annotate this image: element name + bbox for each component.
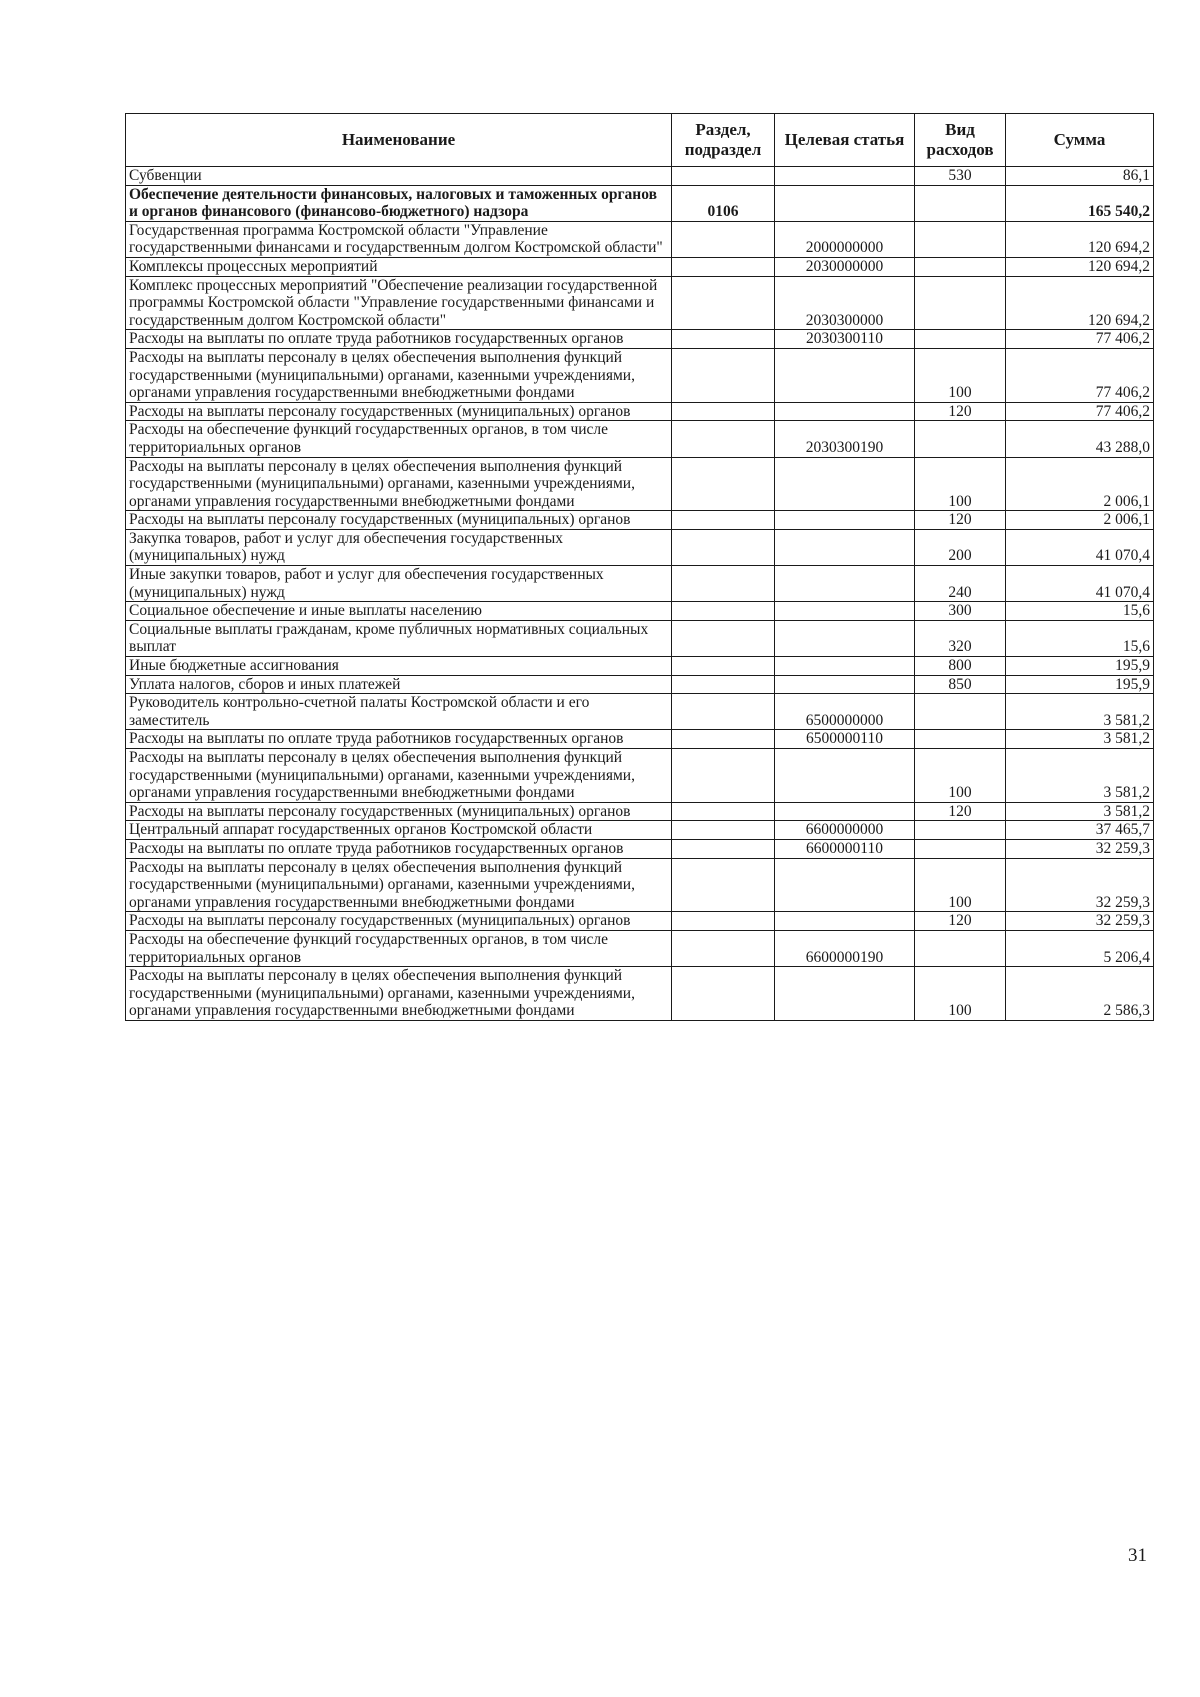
row-sum-cell: 41 070,4 [1006, 529, 1154, 565]
row-kind-cell [915, 221, 1006, 257]
row-kind-cell [915, 730, 1006, 749]
header-sum: Сумма [1006, 114, 1154, 167]
row-section-cell [672, 330, 775, 349]
row-sum-cell: 43 288,0 [1006, 421, 1154, 457]
table-row [126, 529, 1154, 565]
row-section-cell [672, 257, 775, 276]
row-sum-cell: 41 070,4 [1006, 566, 1154, 602]
row-kind-cell [915, 330, 1006, 349]
row-target-cell [775, 967, 915, 1021]
row-target-cell [775, 185, 915, 221]
table-row [126, 620, 1154, 656]
row-name-cell: Расходы на выплаты персоналу в целях обеспечения выполнения функций государственными (муниципальными) органами, казенными учреждениями, органами управления государственными внебюджетными фондами [126, 348, 672, 402]
row-section-cell [672, 930, 775, 966]
row-name-cell: Расходы на выплаты персоналу в целях обеспечения выполнения функций государственными (муниципальными) органами, казенными учреждениями, органами управления государственными внебюджетными фондами [126, 858, 672, 912]
row-section-cell [672, 858, 775, 912]
row-kind-cell [915, 839, 1006, 858]
table-row [126, 839, 1154, 858]
row-target-cell: 2030300000 [775, 276, 915, 330]
row-sum-cell: 2 586,3 [1006, 967, 1154, 1021]
table-row [126, 802, 1154, 821]
row-target-cell: 6600000000 [775, 821, 915, 840]
row-target-cell [775, 457, 915, 511]
row-section-cell [672, 657, 775, 676]
header-kind: Вид расходов [915, 114, 1006, 167]
row-target-cell: 2000000000 [775, 221, 915, 257]
row-sum-cell: 32 259,3 [1006, 839, 1154, 858]
row-kind-cell [915, 421, 1006, 457]
row-sum-cell: 37 465,7 [1006, 821, 1154, 840]
row-sum-cell: 15,6 [1006, 602, 1154, 621]
row-kind-cell: 800 [915, 657, 1006, 676]
table-row [126, 276, 1154, 330]
row-section-cell [672, 421, 775, 457]
row-kind-cell: 120 [915, 402, 1006, 421]
row-sum-cell: 32 259,3 [1006, 858, 1154, 912]
table-row [126, 602, 1154, 621]
row-target-cell [775, 529, 915, 565]
row-kind-cell: 120 [915, 802, 1006, 821]
row-name-cell: Комплекс процессных мероприятий "Обеспечение реализации государственной программы Костромской области "Управление государственными финансами и государственным долгом Костромской области" [126, 276, 672, 330]
table-row [126, 511, 1154, 530]
table-row [126, 749, 1154, 803]
row-target-cell [775, 657, 915, 676]
row-kind-cell [915, 930, 1006, 966]
row-target-cell [775, 802, 915, 821]
header-name: Наименование [126, 114, 672, 167]
row-target-cell [775, 167, 915, 186]
row-section-cell [672, 730, 775, 749]
row-target-cell: 6500000110 [775, 730, 915, 749]
row-sum-cell: 3 581,2 [1006, 749, 1154, 803]
row-sum-cell: 3 581,2 [1006, 730, 1154, 749]
row-name-cell: Расходы на выплаты персоналу государственных (муниципальных) органов [126, 802, 672, 821]
row-target-cell [775, 511, 915, 530]
row-name-cell: Расходы на выплаты персоналу государственных (муниципальных) органов [126, 402, 672, 421]
header-section: Раздел, подраздел [672, 114, 775, 167]
row-kind-cell [915, 694, 1006, 730]
table-row [126, 421, 1154, 457]
table-body [126, 167, 1154, 1021]
row-section-cell [672, 675, 775, 694]
row-section-cell [672, 602, 775, 621]
table-row [126, 967, 1154, 1021]
row-kind-cell: 100 [915, 749, 1006, 803]
table-row [126, 730, 1154, 749]
row-target-cell [775, 675, 915, 694]
row-target-cell: 6600000190 [775, 930, 915, 966]
row-name-cell: Расходы на выплаты персоналу в целях обеспечения выполнения функций государственными (муниципальными) органами, казенными учреждениями, органами управления государственными внебюджетными фондами [126, 457, 672, 511]
table-row [126, 566, 1154, 602]
row-name-cell: Обеспечение деятельности финансовых, налоговых и таможенных органов и органов финансового (финансово-бюджетного) надзора [126, 185, 672, 221]
row-name-cell: Субвенции [126, 167, 672, 186]
table-row [126, 821, 1154, 840]
row-sum-cell: 86,1 [1006, 167, 1154, 186]
table-row [126, 167, 1154, 186]
row-section-cell [672, 967, 775, 1021]
row-name-cell: Руководитель контрольно-счетной палаты Костромской области и его заместитель [126, 694, 672, 730]
table-row [126, 657, 1154, 676]
row-sum-cell: 120 694,2 [1006, 276, 1154, 330]
row-kind-cell [915, 185, 1006, 221]
row-kind-cell: 100 [915, 348, 1006, 402]
row-target-cell [775, 566, 915, 602]
row-target-cell: 2030300110 [775, 330, 915, 349]
row-name-cell: Уплата налогов, сборов и иных платежей [126, 675, 672, 694]
row-name-cell: Центральный аппарат государственных органов Костромской области [126, 821, 672, 840]
page-number: 31 [1128, 1545, 1147, 1566]
row-kind-cell [915, 821, 1006, 840]
row-name-cell: Иные закупки товаров, работ и услуг для обеспечения государственных (муниципальных) нужд [126, 566, 672, 602]
table-header-row [126, 114, 1154, 167]
row-target-cell: 2030000000 [775, 257, 915, 276]
row-section-cell [672, 749, 775, 803]
table-row [126, 402, 1154, 421]
table-row [126, 858, 1154, 912]
row-sum-cell: 2 006,1 [1006, 511, 1154, 530]
table-row [126, 257, 1154, 276]
row-target-cell [775, 858, 915, 912]
row-kind-cell: 120 [915, 511, 1006, 530]
row-kind-cell: 850 [915, 675, 1006, 694]
row-name-cell: Расходы на выплаты по оплате труда работников государственных органов [126, 839, 672, 858]
row-name-cell: Расходы на обеспечение функций государственных органов, в том числе территориальных органов [126, 421, 672, 457]
row-section-cell [672, 620, 775, 656]
row-sum-cell: 77 406,2 [1006, 348, 1154, 402]
row-section-cell [672, 276, 775, 330]
table-row [126, 457, 1154, 511]
row-kind-cell: 100 [915, 967, 1006, 1021]
row-sum-cell: 32 259,3 [1006, 912, 1154, 931]
row-sum-cell: 15,6 [1006, 620, 1154, 656]
row-name-cell: Расходы на выплаты по оплате труда работников государственных органов [126, 730, 672, 749]
row-name-cell: Расходы на выплаты персоналу государственных (муниципальных) органов [126, 511, 672, 530]
row-name-cell: Расходы на выплаты персоналу в целях обеспечения выполнения функций государственными (муниципальными) органами, казенными учреждениями, органами управления государственными внебюджетными фондами [126, 967, 672, 1021]
row-section-cell [672, 167, 775, 186]
row-sum-cell: 77 406,2 [1006, 330, 1154, 349]
row-sum-cell: 5 206,4 [1006, 930, 1154, 966]
row-kind-cell: 300 [915, 602, 1006, 621]
row-sum-cell: 3 581,2 [1006, 802, 1154, 821]
row-kind-cell [915, 276, 1006, 330]
row-target-cell [775, 912, 915, 931]
row-kind-cell: 120 [915, 912, 1006, 931]
row-sum-cell: 195,9 [1006, 675, 1154, 694]
row-sum-cell: 77 406,2 [1006, 402, 1154, 421]
table-row [126, 348, 1154, 402]
row-section-cell [672, 802, 775, 821]
row-section-cell [672, 457, 775, 511]
row-name-cell: Расходы на выплаты персоналу государственных (муниципальных) органов [126, 912, 672, 931]
row-section-cell [672, 821, 775, 840]
row-sum-cell: 195,9 [1006, 657, 1154, 676]
table-row [126, 675, 1154, 694]
table-row [126, 221, 1154, 257]
row-name-cell: Социальные выплаты гражданам, кроме публичных нормативных социальных выплат [126, 620, 672, 656]
row-kind-cell: 100 [915, 858, 1006, 912]
row-name-cell: Государственная программа Костромской области "Управление государственными финансами и государственным долгом Костромской области" [126, 221, 672, 257]
row-kind-cell: 100 [915, 457, 1006, 511]
row-target-cell [775, 620, 915, 656]
row-kind-cell: 320 [915, 620, 1006, 656]
row-sum-cell: 2 006,1 [1006, 457, 1154, 511]
row-name-cell: Расходы на выплаты персоналу в целях обеспечения выполнения функций государственными (муниципальными) органами, казенными учреждениями, органами управления государственными внебюджетными фондами [126, 749, 672, 803]
row-target-cell [775, 602, 915, 621]
row-kind-cell: 200 [915, 529, 1006, 565]
header-target: Целевая статья [775, 114, 915, 167]
row-name-cell: Комплексы процессных мероприятий [126, 257, 672, 276]
row-target-cell [775, 402, 915, 421]
row-kind-cell [915, 257, 1006, 276]
row-target-cell: 6500000000 [775, 694, 915, 730]
table-row [126, 185, 1154, 221]
row-name-cell: Расходы на обеспечение функций государственных органов, в том числе территориальных органов [126, 930, 672, 966]
row-section-cell [672, 529, 775, 565]
table-row [126, 912, 1154, 931]
row-section-cell [672, 221, 775, 257]
row-name-cell: Социальное обеспечение и иные выплаты населению [126, 602, 672, 621]
row-kind-cell: 240 [915, 566, 1006, 602]
row-section-cell [672, 566, 775, 602]
row-sum-cell: 165 540,2 [1006, 185, 1154, 221]
row-sum-cell: 3 581,2 [1006, 694, 1154, 730]
row-target-cell [775, 749, 915, 803]
row-target-cell: 2030300190 [775, 421, 915, 457]
row-section-cell [672, 348, 775, 402]
table-row [126, 330, 1154, 349]
row-sum-cell: 120 694,2 [1006, 257, 1154, 276]
row-name-cell: Расходы на выплаты по оплате труда работников государственных органов [126, 330, 672, 349]
row-section-cell [672, 511, 775, 530]
row-section-cell [672, 912, 775, 931]
table-row [126, 694, 1154, 730]
row-target-cell: 6600000110 [775, 839, 915, 858]
row-section-cell [672, 839, 775, 858]
row-name-cell: Иные бюджетные ассигнования [126, 657, 672, 676]
budget-table [125, 113, 1154, 1021]
row-section-cell [672, 694, 775, 730]
row-name-cell: Закупка товаров, работ и услуг для обеспечения государственных (муниципальных) нужд [126, 529, 672, 565]
row-target-cell [775, 348, 915, 402]
row-sum-cell: 120 694,2 [1006, 221, 1154, 257]
row-kind-cell: 530 [915, 167, 1006, 186]
row-section-cell: 0106 [672, 185, 775, 221]
table-row [126, 930, 1154, 966]
row-section-cell [672, 402, 775, 421]
